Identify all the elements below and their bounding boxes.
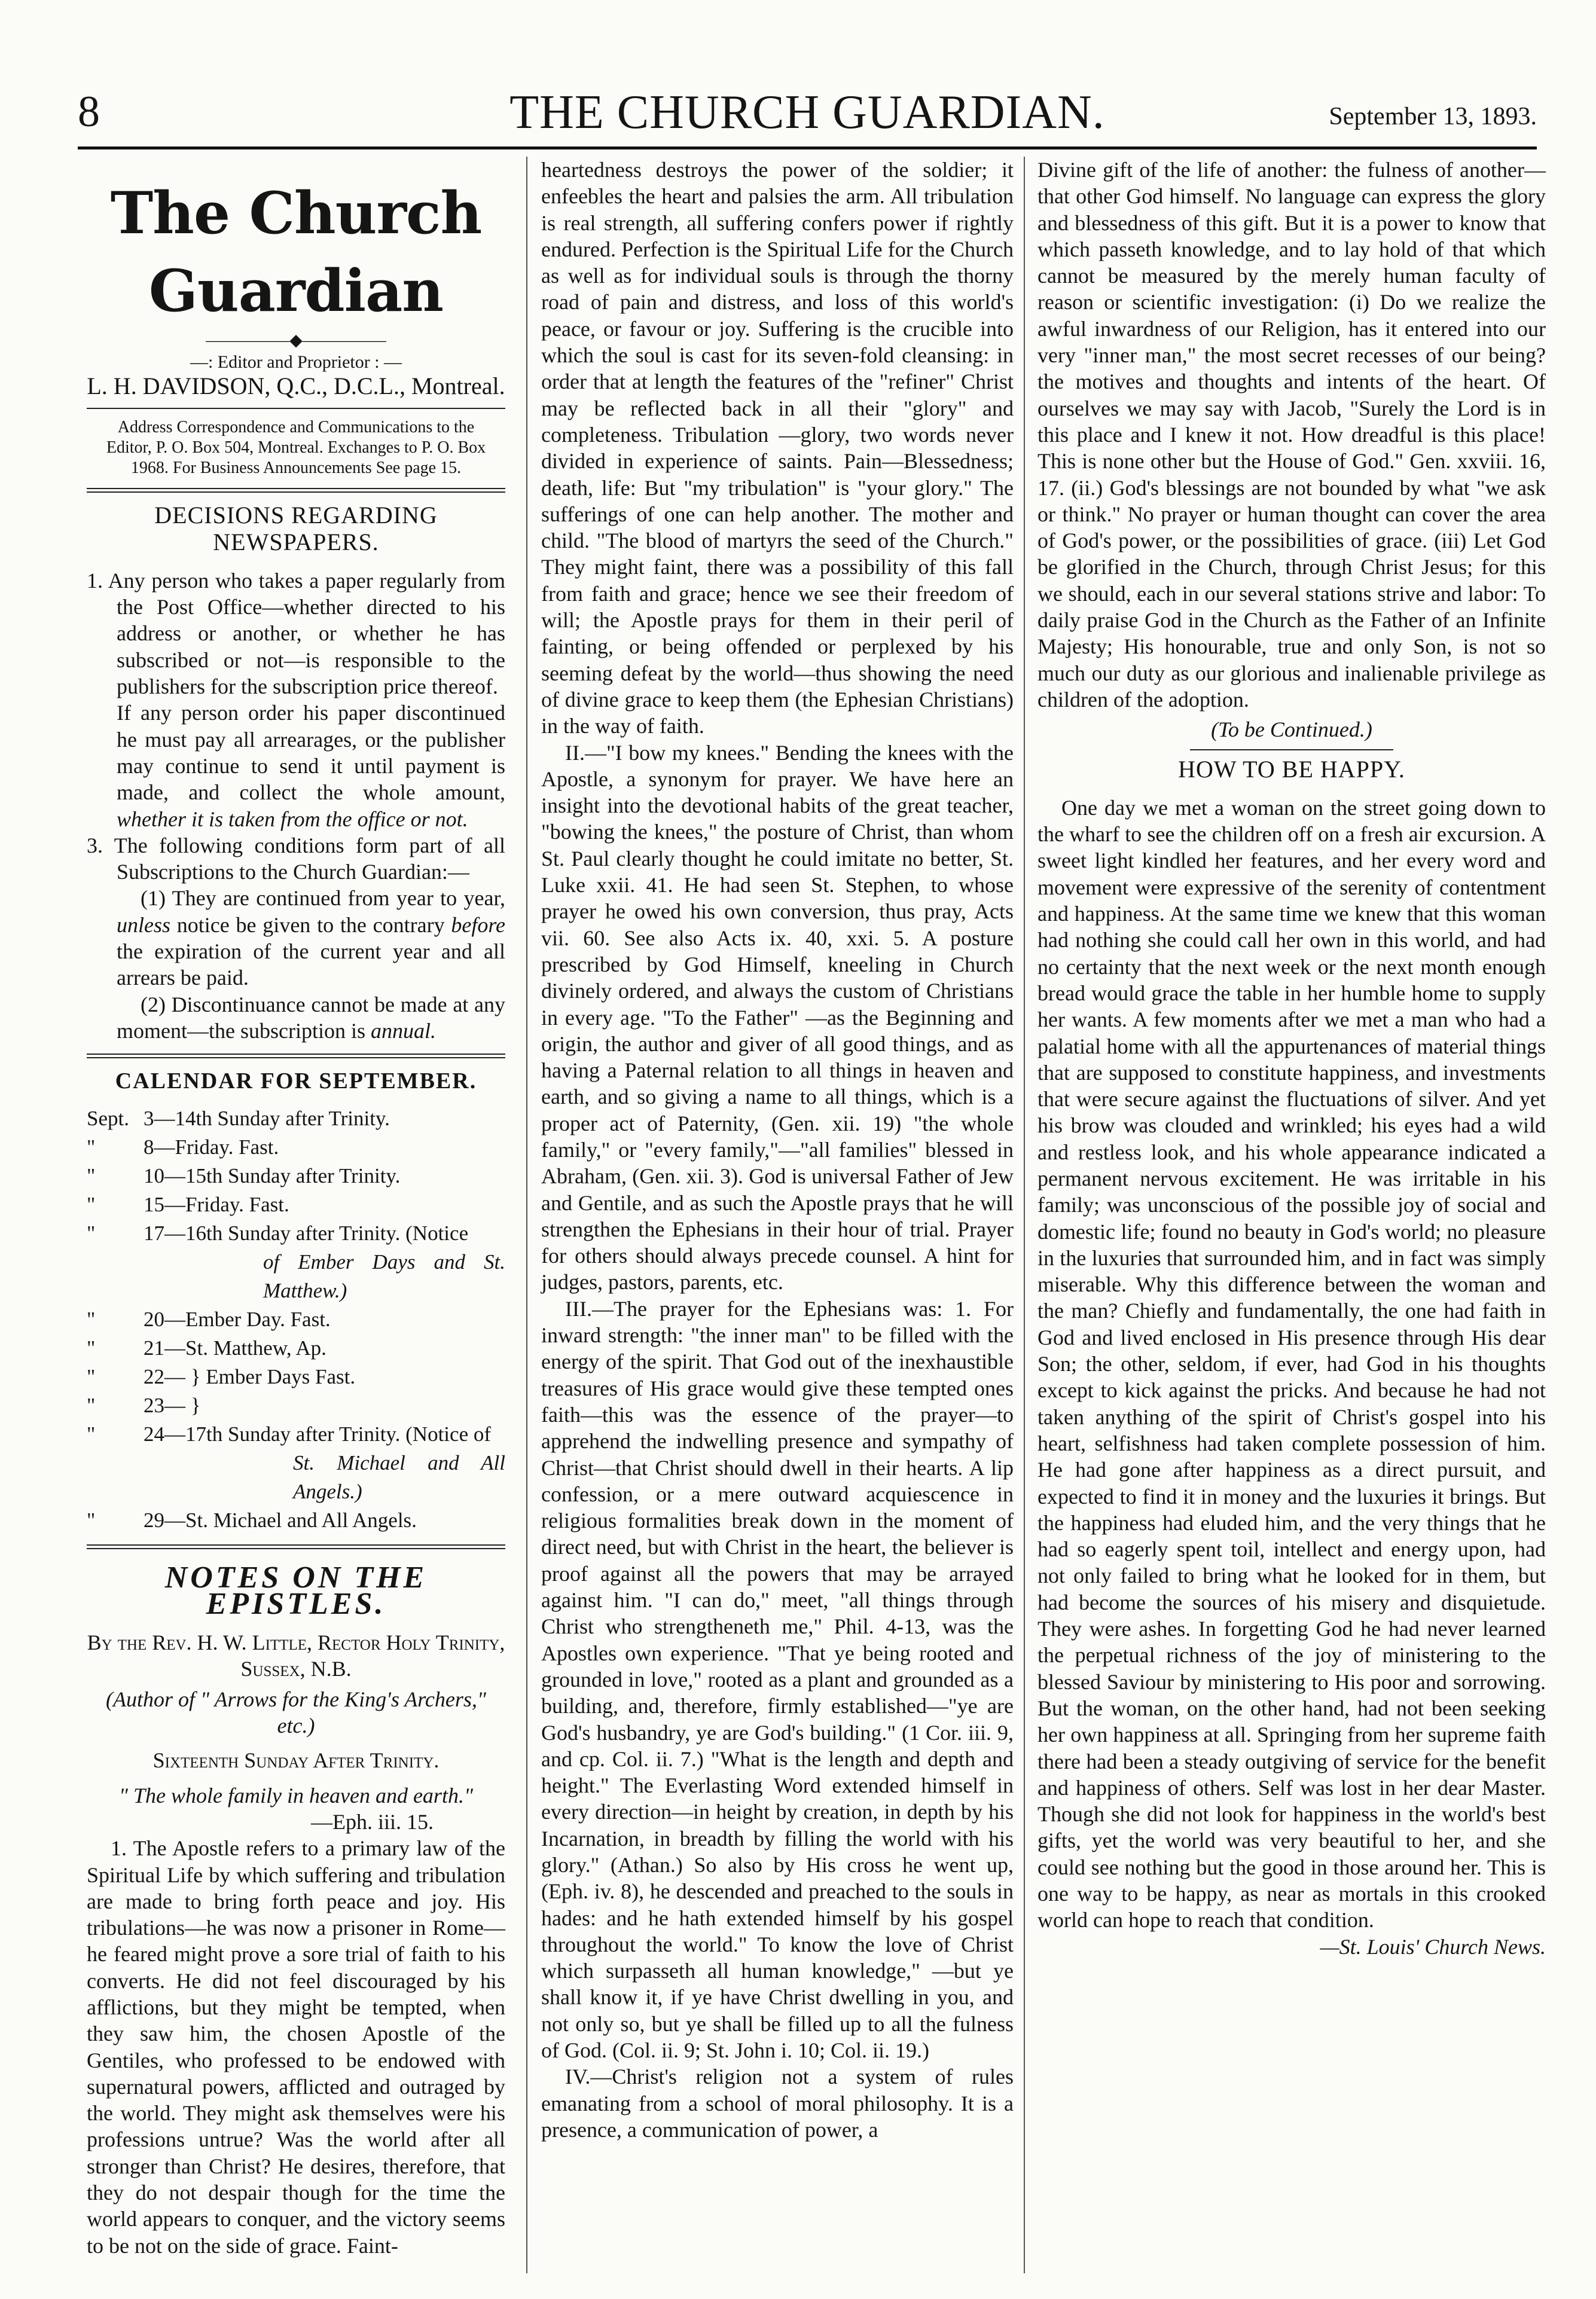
paragraph: IV.—Christ's religion not a system of rules emanating from a school of moral philosophy. It is a presence, a communication of power, a [541, 2065, 1014, 2142]
decision-1: 1. Any person who takes a paper regularly from the Post Office—whether directed to his address or another, or whether he has subscribed or not—is responsible to the publishers for the subscription price thereof. [87, 568, 505, 699]
calendar-entry: of Ember Days and St. Matthew.) [263, 1250, 505, 1302]
calendar-entry: " 10—15th Sunday after Trinity. [87, 1164, 401, 1187]
source-credit: —St. Louis' Church News. [1320, 1934, 1546, 1959]
address-notice: Address Correspondence and Communications to the Editor, P. O. Box 504, Montreal. Exchanges to P. O. Box 1968. For Business Announcements See page 15. [106, 418, 486, 478]
column-2 [541, 157, 1014, 2143]
divider [87, 1544, 505, 1549]
sunday-title: Sixteenth Sunday After Trinity. [152, 1748, 440, 1773]
column-1 [87, 157, 505, 2259]
calendar-entry: " 22— } Ember Days Fast. [87, 1364, 356, 1388]
editor-name: L. H. DAVIDSON, Q.C., D.C.L., Montreal. [87, 373, 505, 399]
divider [87, 488, 505, 493]
page-number: 8 [78, 87, 100, 136]
editor-label: —: Editor and Proprietor : — [190, 352, 402, 372]
masthead-title: THE CHURCH GUARDIAN. [509, 86, 1105, 139]
calendar-entry: " 20—Ember Day. Fast. [87, 1307, 331, 1331]
calendar-entry: " 21—St. Matthew, Ap. [87, 1336, 326, 1360]
calendar-entry: Sept. 3—14th Sunday after Trinity. [87, 1106, 390, 1130]
continued-note: (To be Continued.) [1211, 718, 1372, 742]
calendar-entry: " 29—St. Michael and All Angels. [87, 1508, 417, 1532]
ornament-divider: ―――――◆――――― [206, 331, 386, 350]
author-note: (Author of " Arrows for the King's Archers," etc.) [106, 1687, 486, 1738]
calendar-entry: " 17—16th Sunday after Trinity. (Notice [87, 1221, 469, 1245]
divider [1190, 749, 1393, 750]
notes-heading: NOTES ON THE EPISTLES. [164, 1560, 428, 1621]
decision-3-2: (2) Discontinuance cannot be made at any moment—the subscription is annual. [117, 992, 505, 1043]
page-header [78, 81, 1537, 152]
column-3 [1037, 157, 1546, 1960]
calendar-entry: " 23— } [87, 1393, 201, 1417]
decision-3-1: (1) They are continued from year to year, unless notice be given to the contrary before the expiration of the current year and all arrears be paid. [117, 886, 506, 990]
byline: By the Rev. H. W. Little, Rector Holy Trinity, Sussex, N.B. [87, 1631, 505, 1681]
decision-2: If any person order his paper discontinued he must pay all arrearages, or the publisher may continue to send it until payment is made, and collect the whole amount, whether it is taken from the office or not. [117, 701, 505, 831]
calendar-list [87, 1104, 505, 1535]
paragraph: III.—The prayer for the Ephesians was: 1. For inward strength: "the inner man" to be filled with the energy of the spirit. That God out of the inexhaustible treasures of His grace would give these tempted ones faith—this was the essence of the prayer—to apprehend the indwelling presence and sympathy of Christ—that Christ should dwell in their hearts. A lip confession, or a mere outward acquiescence in religious formalities break down in the moment of direct need, but with Christ in the heart, the believer is proof against all the powers that may be arrayed against him. "I can do," meet, "all things through Christ who strengtheneth me," Phil. 4-13, was the Apostles own experience. "That ye being rooted and grounded in love," rooted as a plant and grounded as a building, and, therefore, firmly established—"ye are God's husbandry, ye are God's building." (1 Cor. iii. 9, and cp. Col. ii. 7.) "What is the length and depth and height." The Everlasting Word extended himself in every direction—in height by creation, in depth by his Incarnation, in breadth by filling the world with his glory." (Athan.) So also by His cross he went up, (Eph. iv. 8), he descended and preached to the souls in hades: and he hath extended himself by his gospel throughout the world." To know the love of Christ which surpasseth all human knowledge," —but ye shall know it, if ye have Christ dwelling in you, and not only so, but ye shall be filled up to all the fulness of God. (Col. ii. 9; St. John i. 10; Col. ii. 19.) [541, 1296, 1014, 2063]
calendar-heading: CALENDAR FOR SEPTEMBER. [115, 1068, 477, 1094]
decisions-heading: DECISIONS REGARDING NEWSPAPERS. [154, 502, 438, 555]
epigraph-reference: —Eph. iii. 15. [311, 1809, 434, 1834]
paragraph: II.—"I bow my knees." Bending the knees with the Apostle, a synonym for prayer. We have here an insight into the devotional habits of the great teacher, "bowing the knees," the posture of Christ, than whom St. Paul clearly thought he could imitate no better, St. Luke xxii. 41. He had seen St. Stephen, to whose prayer he owed his own conversion, thus pray, Acts vii. 60. See also Acts ix. 40, xxi. 5. A posture prescribed by God Himself, kneeling in Church divinely ordered, and always the custom of Christians in every age. "To the Father" —as the Beginning and origin, the author and giver of all good things, and as having a Paternal relation to all things in heaven and earth, and so giving a name to all things, which is a proper act of Paternity, (Gen. xii. 19) "the whole family," or "every family,"—"all families" blessed in Abraham, (Gen. xii. 3). God is universal Father of Jew and Gentile, and as such the Apostle prays that he will strengthen the Ephesians in their hour of trial. Prayer for others should always precede counsel. A hint for judges, pastors, parents, etc. [541, 740, 1014, 1294]
column-divider [526, 157, 527, 2273]
calendar-entry: St. Michael and All Angels.) [293, 1451, 505, 1503]
paragraph: 1. The Apostle refers to a primary law of the Spiritual Life by which suffering and tribulation are made to bring forth peace and joy. His tribulations—he was now a prisoner in Rome—he feared might prove a sore trial of faith to his converts. He did not feel discouraged by his afflictions, but they might be tempted, when they saw him, the chosen Apostle of the Gentiles, who professed to be endowed with supernatural powers, afflicted and outraged by the world. They might ask themselves were his professions untrue? Was the world after all stronger than Christ? He desires, therefore, that they do not despair though for the time the world appears to conquer, and the victory seems to be not on the side of grace. Faint- [87, 1836, 505, 2258]
issue-date: September 13, 1893. [1329, 103, 1537, 130]
nameplate: The Church Guardian [110, 179, 482, 325]
divider [87, 1054, 505, 1058]
paragraph: heartedness destroys the power of the soldier; it enfeebles the heart and palsies the arm. All tribulation is real strength, all suffering confers power if rightly endured. Perfection is the Spiritual Life for the Church as well as for individual souls is through the thorny road of pain and distress, and loss of this world's peace, or favour or joy. Suffering is the crucible into which the soul is cast for its seven-fold cleansing: in order that at length the features of the "refiner" Christ may be reflected back in all their "glory" and completeness. Tribulation —glory, two words never divided in experience of saints. Pain—Blessedness; death, life: But "my tribulation" is "your glory." The sufferings of one can help another. The mother and child. "The blood of martyrs the seed of the Church." They might faint, there was a possibility of this fall from faith and grace; hence we see their freedom of will; the Apostle prays for them in their peril of fainting, or being offended or perplexed by his seeming defeat by the world—thus showing the need of divine grace to keep them (the Ephesian Christians) in the way of faith. [541, 158, 1014, 738]
decision-3: 3. The following conditions form part of all Subscriptions to the Church Guardian:— [87, 833, 505, 884]
header-rule [78, 146, 1537, 149]
happy-heading: HOW TO BE HAPPY. [1178, 755, 1405, 783]
calendar-entry: " 8—Friday. Fast. [87, 1135, 279, 1159]
calendar-entry: " 24—17th Sunday after Trinity. (Notice of [87, 1422, 492, 1446]
divider [87, 408, 505, 409]
calendar-entry: " 15—Friday. Fast. [87, 1192, 289, 1216]
paragraph: Divine gift of the life of another: the fulness of another—that other God himself. No language can express the glory and blessedness of this gift. But it is a power to know that which passeth knowledge, and to lay hold of that which cannot be measured by the merely human faculty of reason or scientific investigation: (i) Do we realize the awful inwardness of our Religion, has it entered into our very "inner man," the most secret recesses of our being? the motives and thoughts and intents of the heart. Of ourselves we may say with Jacob, "Surely the Lord is in this place and I knew it not. How dreadful is this place! This is none other but the House of God." Gen. xxviii. 16, 17. (ii.) God's blessings are not bounded by what "we ask or think." No prayer or human thought can cover the area of God's power, or the possibilities of grace. (iii) Let God be glorified in the Church, through Christ Jesus; for this we should, each in our several stations strive and labor: To daily praise God in the Church as the Father of an Infinite Majesty; His honourable, true and only Son, is not so much our duty as our glorious and inalienable privilege as children of the adoption. [1037, 158, 1546, 712]
epigraph: " The whole family in heaven and earth." [118, 1783, 474, 1808]
paragraph: One day we met a woman on the street going down to the wharf to see the children off on a fresh air excursion. A sweet light kindled her features, and her every word and movement were expressive of the serenity of contentment and happiness. At the same time we knew that this woman had nothing she could call her own in this world, and had no certainty that the next week or the next month enough bread would grace the table in her humble home to supply her wants. A few moments after we met a man who had a palatial home with all the appurtenances of material things that are supposed to constitute happiness, and investments that were secure against the fluctuations of silver. And yet his brow was clouded and wrinkled; his eyes had a wild and restless look, and his whole appearance indicated a permanent nervous excitement. He was irritable in his family; was unconscious of the possible joy of social and domestic life; found no beauty in God's world; no pleasure in the luxuries that surrounded him, and in fact was simply miserable. Why this difference between the woman and the man? Chiefly and fundamentally, the one had faith in God and lived enclosed in His presence through His dear Son; the other, seldom, if ever, had God in his thoughts except to kick against the pricks. And because he had not taken anything of the spirit of Christ's gospel into his heart, selfishness had taken complete possession of him. He had gone after happiness as a direct pursuit, and expected to find it in money and the luxuries it brings. But the happiness had eluded him, and the very things that he had so eagerly spent toil, intellect and energy upon, had not only failed to bring what he looked for in them, but had become the sources of his misery and disquietude. They were ashes. In forgetting God he had never learned the perpetual richness of the joy of ministering to the blessed Saviour by ministering to His poor and sorrowing. But the woman, on the other hand, had not been seeking her own happiness at all. Springing from her supreme faith there had been a steady outgiving of service for the benefit and happiness of others. Self was lost in her dear Master. Though she did not look for happiness in the world's best gifts, yet the world was very beautiful to her, and she could see nothing but the good in those around her. This is one way to be happy, as near as mortals in this crooked world can hope to reach that condition. [1037, 795, 1546, 1932]
column-divider [1024, 157, 1025, 2273]
